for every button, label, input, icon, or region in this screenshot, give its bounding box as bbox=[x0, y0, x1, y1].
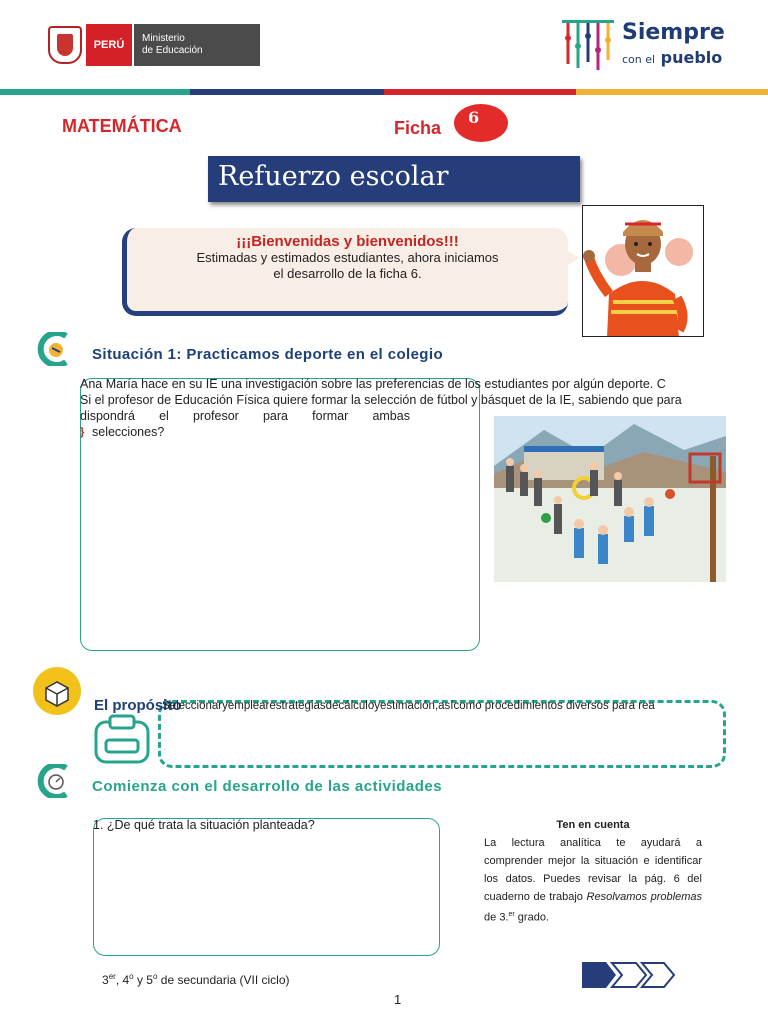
situation-line2: Si el profesor de Educación Física quiere formar la selección de fútbol y básquet de la IE, sabiendo que para bbox=[80, 393, 682, 407]
welcome-line1: Estimadas y estimados estudiantes, ahora iniciamos bbox=[196, 250, 499, 265]
stripe-navy bbox=[190, 89, 384, 95]
stripe-yellow bbox=[576, 89, 768, 95]
coat-of-arms-icon bbox=[48, 26, 82, 64]
brand-country: PERÚ bbox=[86, 24, 132, 66]
ficha-label: Ficha bbox=[394, 118, 442, 138]
situation-word: el bbox=[159, 409, 169, 423]
stripe-red bbox=[384, 89, 576, 95]
stripe-teal bbox=[0, 89, 190, 95]
brand-ministry bbox=[134, 24, 260, 66]
banner-title: Refuerzo escolar bbox=[208, 156, 580, 202]
tip-body: La lectura analítica te ayudará a comprender mejor la situación e identificar los datos. Puedes revisar la pág. 6 del cuaderno de trabajo Resolvamos problemas de 3.$^{er}$ grado. bbox=[484, 837, 702, 924]
ficha-number-badge: 6 bbox=[454, 104, 508, 142]
backpack-icon bbox=[92, 712, 152, 766]
student-figure-icon bbox=[583, 206, 704, 337]
purpose-title: El propósito bbox=[94, 697, 182, 714]
gauge-icon bbox=[36, 764, 72, 798]
situation-line4: selecciones? bbox=[92, 425, 165, 438]
box-icon bbox=[32, 666, 82, 716]
situation-line1: Ana María hace en su IE una investigación sobre las preferencias de los estudiantes por algún deporte. C bbox=[80, 377, 666, 391]
brand-ministry-line1: Ministerio bbox=[142, 33, 185, 44]
student-illustration bbox=[582, 205, 704, 337]
grade-footer: 3er, 4$^o$ y 5$^o$ de secundaria (VII ciclo) bbox=[102, 972, 290, 987]
welcome-title: ¡¡¡Bienvenidas y bienvenidos!!! bbox=[236, 233, 459, 250]
slogan-line2: con el pueblo bbox=[622, 48, 723, 67]
sports-illustration bbox=[494, 416, 726, 582]
situation-word: profesor bbox=[192, 409, 239, 423]
minedu-logo bbox=[48, 24, 260, 66]
bubble-tail bbox=[566, 250, 580, 266]
situation-word: formar bbox=[312, 409, 349, 423]
activities-title: Comienza con el desarrollo de las actividades bbox=[92, 778, 443, 795]
bullet-marker: } bbox=[80, 426, 85, 438]
situation-word: ambas bbox=[372, 409, 410, 423]
brand-ministry-line2: de Educación bbox=[142, 45, 203, 56]
slogan-logo bbox=[560, 14, 730, 80]
welcome-line2: el desarrollo de la ficha 6. bbox=[273, 266, 422, 281]
compass-icon bbox=[36, 332, 72, 366]
situation-line3 bbox=[80, 408, 410, 424]
welcome-bubble bbox=[122, 228, 568, 316]
situation-word: para bbox=[262, 409, 288, 423]
tip-panel bbox=[484, 816, 702, 927]
question1-text: 1. ¿De qué trata la situación planteada? bbox=[93, 818, 315, 832]
color-stripe bbox=[0, 89, 768, 95]
tip-title: Ten en cuenta bbox=[556, 819, 630, 831]
slogan-line1: Siempre bbox=[622, 20, 725, 45]
situation-title: Situación 1: Practicamos deporte en el colegio bbox=[92, 346, 444, 363]
situation-word: dispondrá bbox=[80, 409, 135, 423]
next-arrows-icon bbox=[580, 962, 676, 988]
page-number: 1 bbox=[394, 992, 402, 1007]
purpose-text: Seleccionaryemplearestrategiasdecálculoyestimación,asícomo procedimientos diversos para rea bbox=[162, 700, 655, 712]
question1-answer-box[interactable] bbox=[93, 818, 440, 956]
subject-title: MATEMÁTICA bbox=[62, 116, 182, 136]
tassels-icon bbox=[560, 18, 616, 74]
